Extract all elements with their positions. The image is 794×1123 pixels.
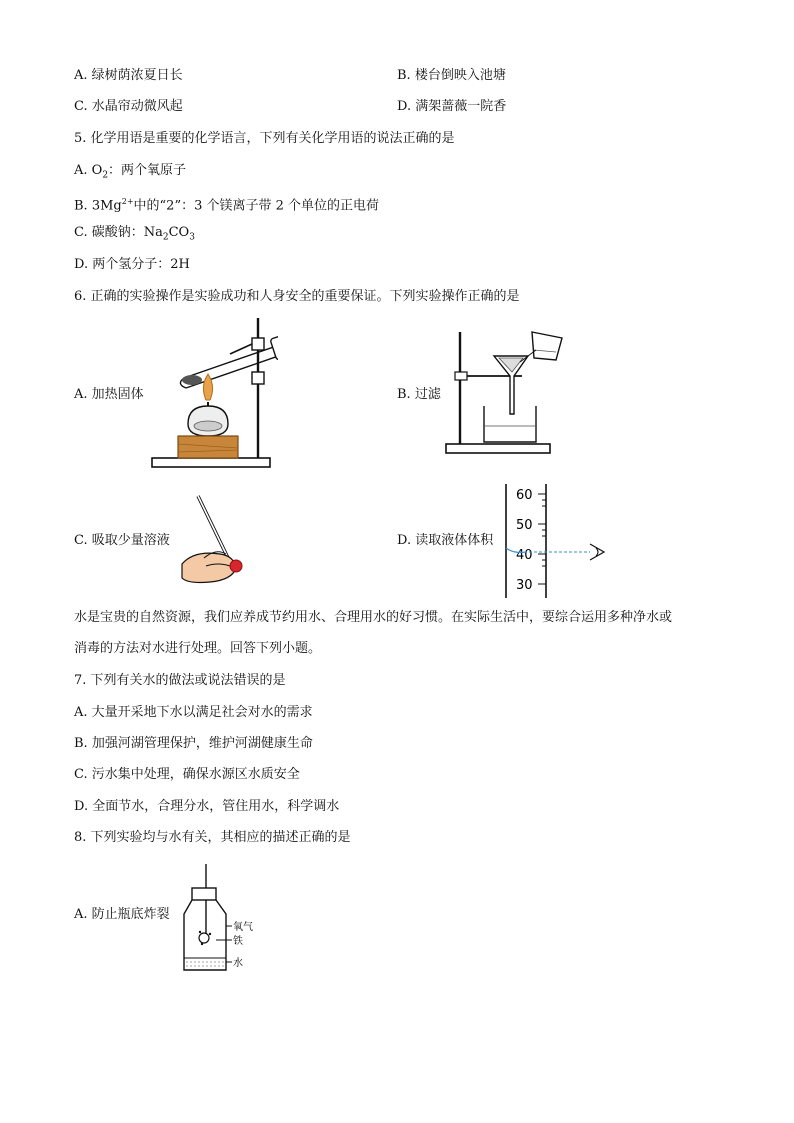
q4-option-c: C. 水晶帘动微风起 bbox=[74, 99, 183, 114]
q5-c-subscript-2: 3 bbox=[189, 232, 195, 243]
q6-option-d: D. 读取液体体积 bbox=[397, 533, 494, 548]
cylinder-tick-60: 60 bbox=[516, 488, 533, 503]
cylinder-tick-30: 30 bbox=[516, 578, 533, 593]
passage-line-2: 消毒的方法对水进行处理。回答下列小题。 bbox=[74, 641, 322, 656]
q7-option-c: C. 污水集中处理，确保水源区水质安全 bbox=[74, 767, 300, 782]
q5-option-d: D. 两个氢分子：2H bbox=[74, 257, 190, 272]
q6-option-a: A. 加热固体 bbox=[74, 387, 144, 402]
filtration-figure bbox=[444, 328, 574, 458]
label-water: 水 bbox=[233, 958, 243, 969]
q7-stem: 7. 下列有关水的做法或说法错误的是 bbox=[74, 673, 286, 688]
iron-burning-figure bbox=[176, 862, 260, 974]
q6-stem: 6. 正确的实验操作是实验成功和人身安全的重要保证。下列实验操作正确的是 bbox=[74, 289, 520, 304]
label-oxygen: 氧气 bbox=[233, 922, 253, 933]
eye-icon bbox=[590, 544, 604, 560]
q5-option-a bbox=[74, 163, 186, 184]
q5-a-rest: ：两个氧原子 bbox=[108, 163, 187, 178]
cylinder-tick-40: 40 bbox=[516, 548, 533, 563]
q7-option-a: A. 大量开采地下水以满足社会对水的需求 bbox=[74, 705, 313, 720]
q5-b-prefix: B. 3Mg bbox=[74, 198, 122, 214]
q4-option-d: D. 满架蔷薇一院香 bbox=[397, 99, 507, 114]
cylinder-figure bbox=[500, 482, 610, 600]
dropper-figure bbox=[176, 492, 256, 588]
q5-option-b bbox=[74, 194, 379, 214]
q4-option-b: B. 楼台倒映入池塘 bbox=[397, 68, 506, 83]
heating-solid-figure bbox=[148, 314, 278, 472]
q5-b-rest: 中的“2”：3 个镁离子带 2 个单位的正电荷 bbox=[133, 198, 380, 214]
q7-option-b: B. 加强河湖管理保护，维护河湖健康生命 bbox=[74, 736, 313, 751]
q5-stem: 5. 化学用语是重要的化学语言，下列有关化学用语的说法正确的是 bbox=[74, 131, 455, 146]
passage-line-1: 水是宝贵的自然资源，我们应养成节约用水、合理用水的好习惯。在实际生活中，要综合运用多种净水或 bbox=[74, 610, 673, 625]
q5-b-superscript: 2+ bbox=[121, 197, 134, 206]
q8-option-a: A. 防止瓶底炸裂 bbox=[74, 907, 170, 922]
q5-c-mid: CO bbox=[168, 225, 190, 240]
q5-c-subscript-1: 2 bbox=[162, 232, 169, 243]
q5-c-prefix: C. 碳酸钠：Na bbox=[74, 225, 163, 240]
q5-a-subscript: 2 bbox=[102, 170, 109, 181]
q7-option-d: D. 全面节水，合理分水，管住用水，科学调水 bbox=[74, 799, 340, 814]
cylinder-tick-50: 50 bbox=[516, 518, 533, 533]
label-iron: 铁 bbox=[233, 936, 243, 947]
q6-option-b: B. 过滤 bbox=[397, 387, 441, 402]
q5-option-c bbox=[74, 225, 195, 246]
q8-stem: 8. 下列实验均与水有关，其相应的描述正确的是 bbox=[74, 830, 351, 845]
q6-option-c: C. 吸取少量溶液 bbox=[74, 533, 170, 548]
q4-option-a: A. 绿树荫浓夏日长 bbox=[74, 68, 183, 83]
q5-a-prefix: A. O bbox=[74, 163, 103, 178]
